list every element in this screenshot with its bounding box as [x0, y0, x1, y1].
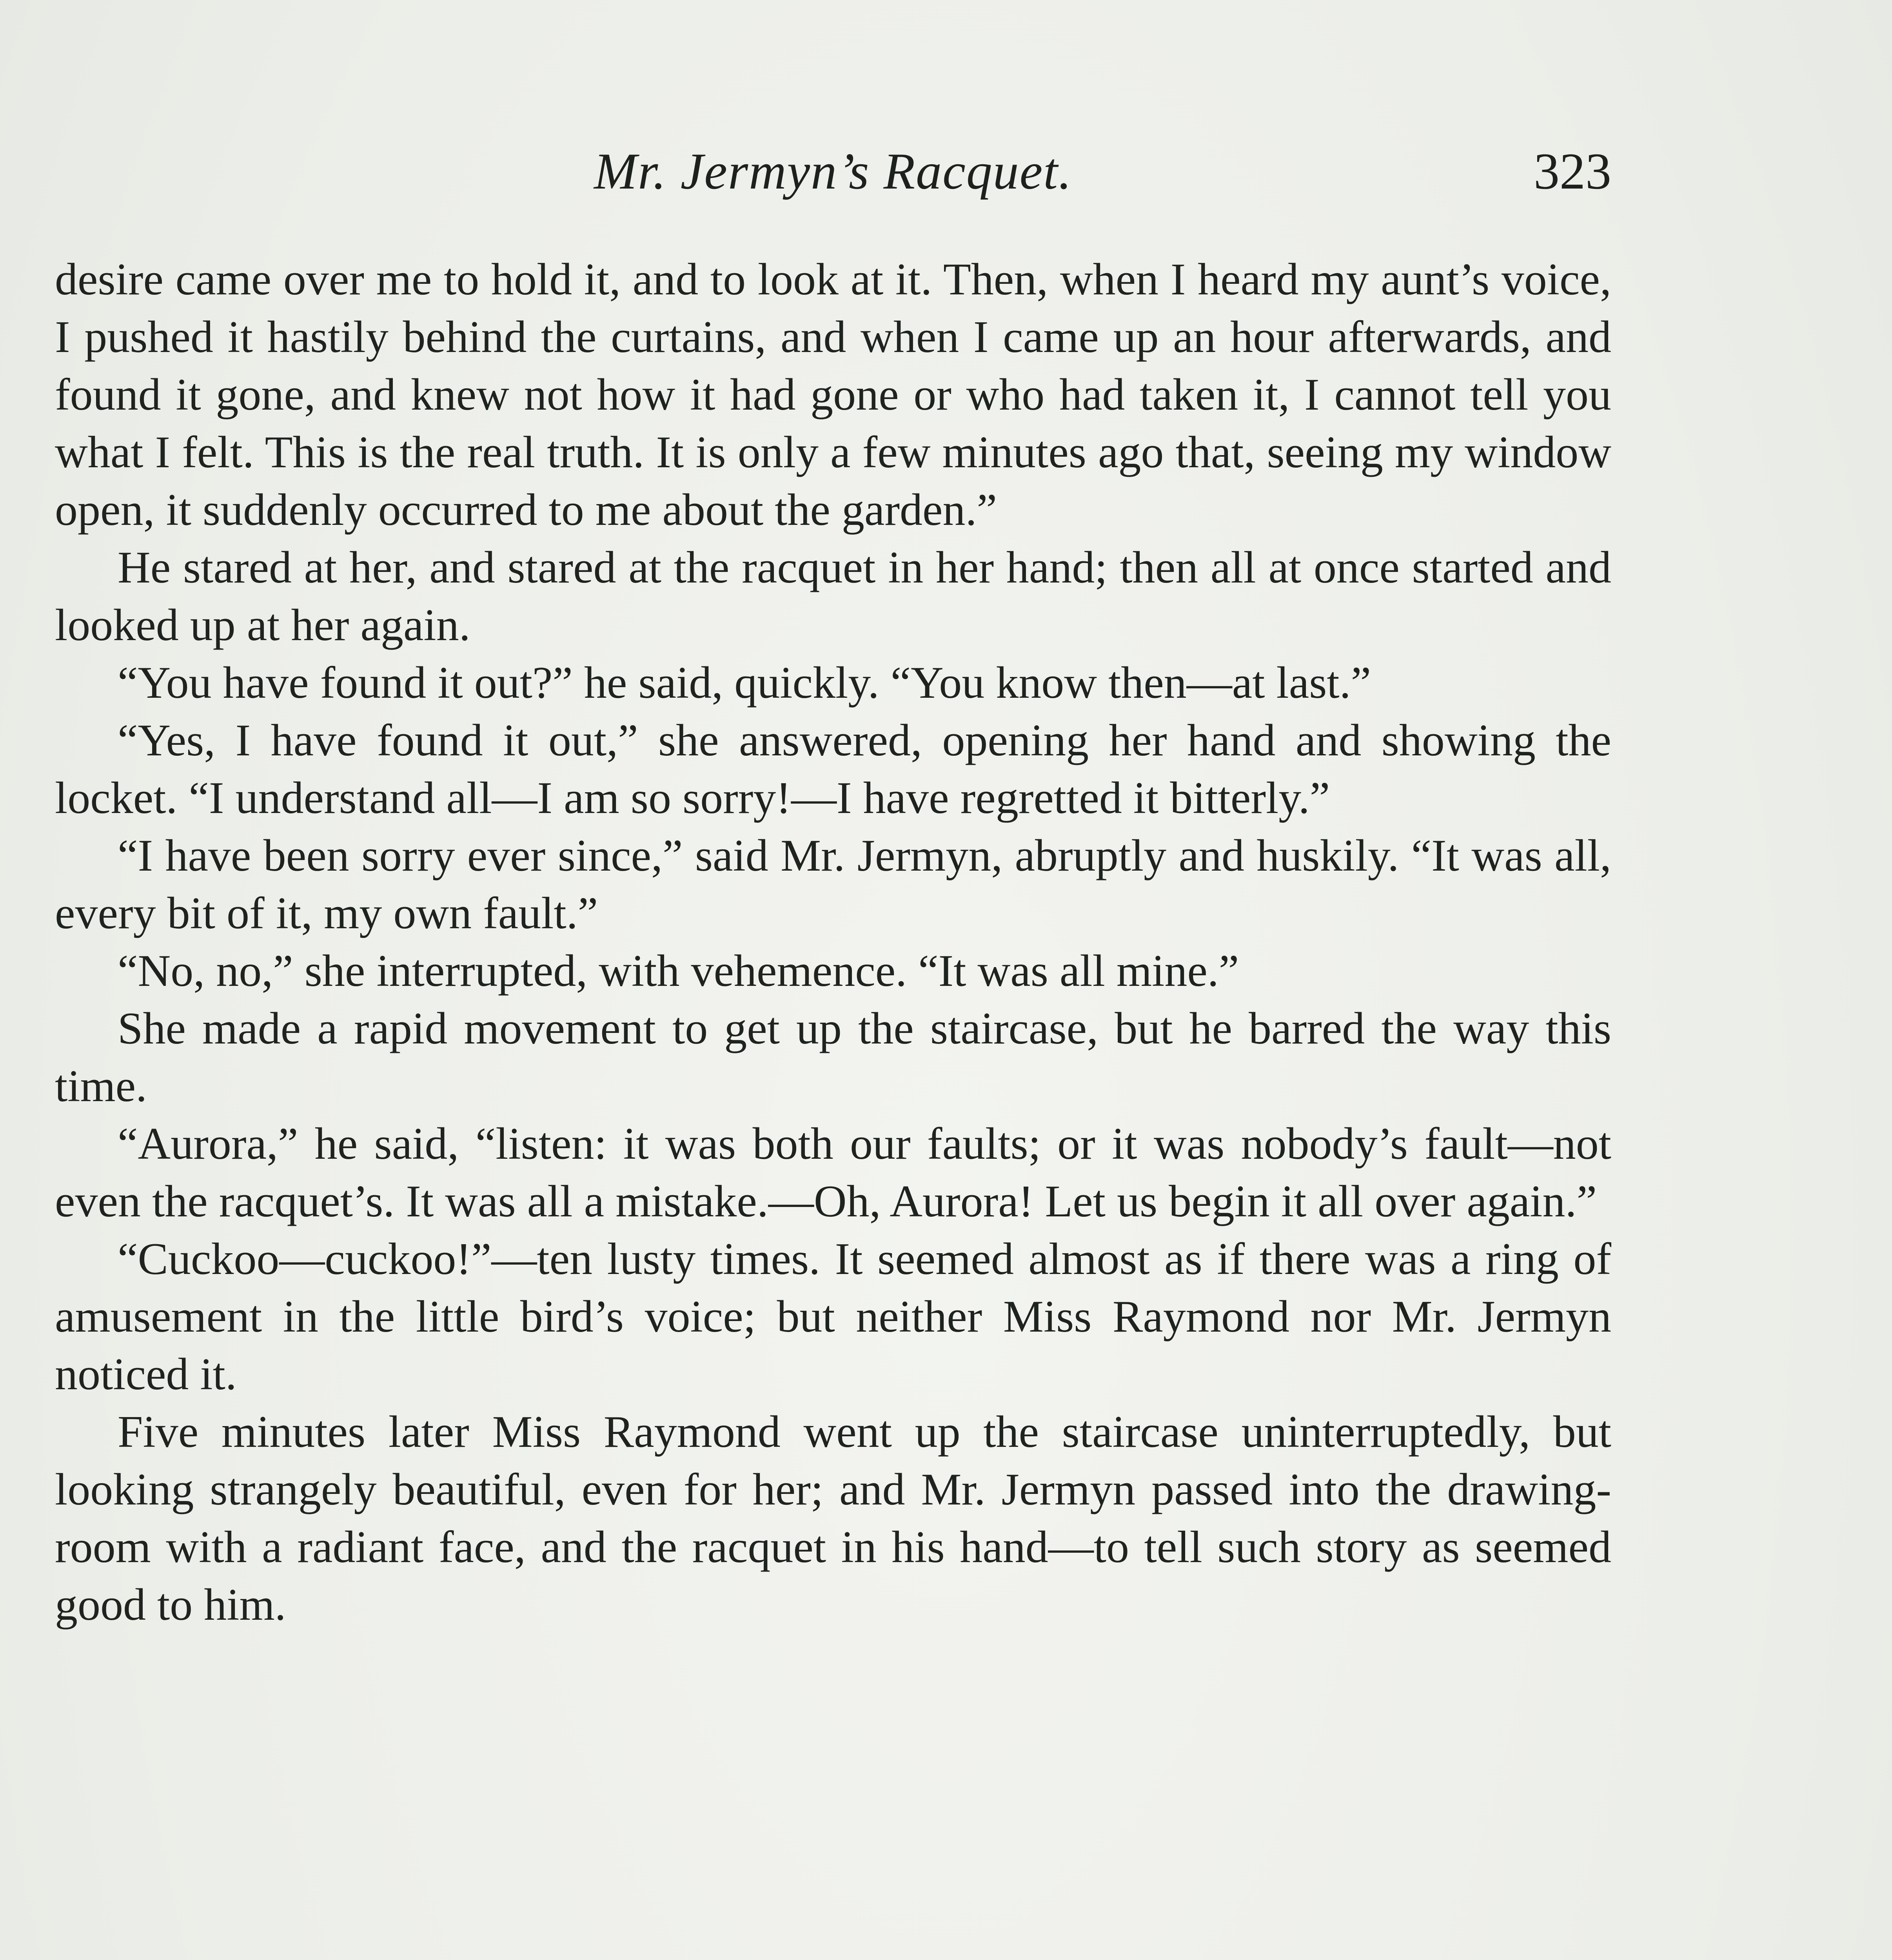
- paragraph: Five minutes later Miss Raymond went up the staircase uninterruptedly, but looking strangely beautiful, even for her; and Mr. Jermyn passed into the drawing-room with a radiant face, and the racquet in his hand—to tell such story as seemed good to him.: [55, 1407, 1611, 1630]
- page-number: 323: [1534, 142, 1611, 200]
- paragraph: desire came over me to hold it, and to look at it. Then, when I heard my aunt’s voice, I pushed it hastily behind the curtains, and when I came up an hour afterwards, and found it gone, and knew not how it had gone or who had taken it, I cannot tell you what I felt. This is the real truth. It is only a few minutes ago that, seeing my window open, it suddenly occurred to me about the garden.”: [55, 254, 1611, 535]
- paragraph: “No, no,” she interrupted, with vehemence. “It was all mine.”: [118, 946, 1239, 996]
- paragraph: “Aurora,” he said, “listen: it was both our faults; or it was nobody’s fault—not even the racquet’s. It was all a mistake.—Oh, Aurora! Let us begin it all over again.”: [55, 1119, 1611, 1227]
- paragraph: “I have been sorry ever since,” said Mr. Jermyn, abruptly and huskily. “It was all, every bit of it, my own fault.”: [55, 831, 1611, 938]
- running-title: Mr. Jermyn’s Racquet.: [594, 142, 1072, 200]
- page-header: [55, 141, 1611, 208]
- paragraph: “Yes, I have found it out,” she answered, opening her hand and showing the locket. “I understand all—I am so sorry!—I have regretted it bitterly.”: [55, 715, 1611, 823]
- paragraph: She made a rapid movement to get up the staircase, but he barred the way this time.: [55, 1004, 1611, 1111]
- paragraph: “You have found it out?” he said, quickly. “You know then—at last.”: [118, 658, 1371, 708]
- paragraph: “Cuckoo—cuckoo!”—ten lusty times. It seemed almost as if there was a ring of amusement in the little bird’s voice; but neither Miss Raymond nor Mr. Jermyn noticed it.: [55, 1234, 1611, 1399]
- body-text: [55, 251, 1611, 1634]
- paragraph: He stared at her, and stared at the racquet in her hand; then all at once started and looked up at her again.: [55, 543, 1611, 650]
